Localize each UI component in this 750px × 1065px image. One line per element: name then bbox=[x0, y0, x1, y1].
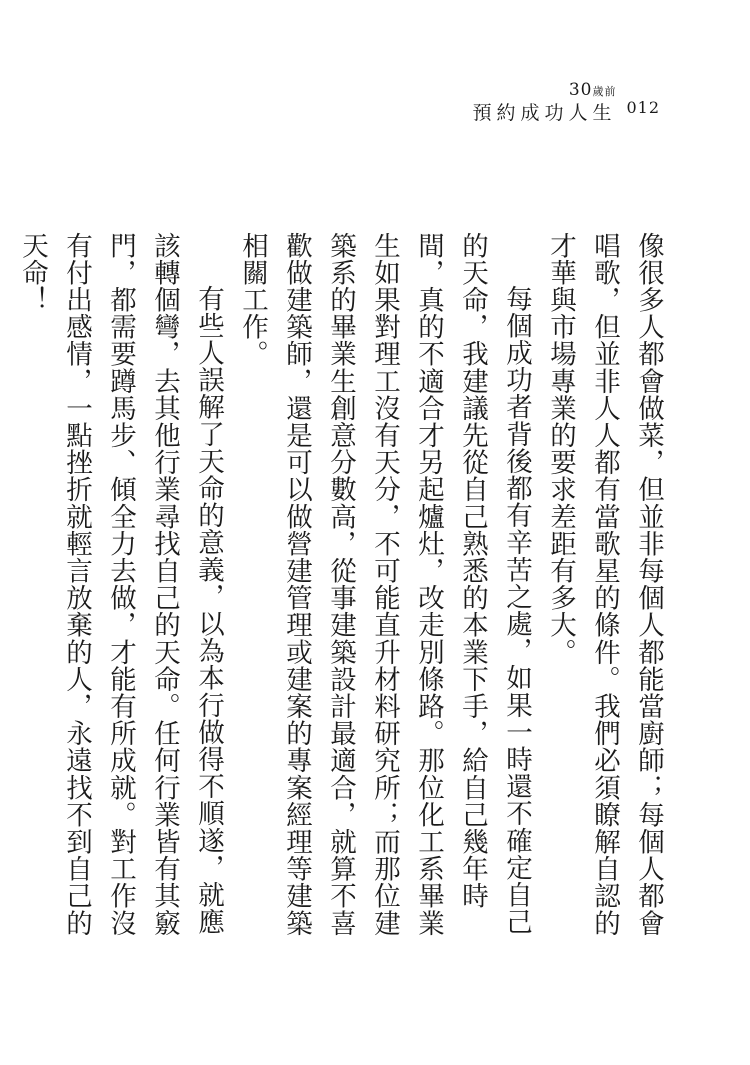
paragraph-3: 有些人誤解了天命的意義，以為本行做得不順遂，就應該轉個彎，去其他行業尋找自己的天命。任何行業皆有其竅門，都需要蹲馬步、傾全力去做，才能有所成就。對工作沒有付出感情，一點挫折就輕言放棄的人，永遠找不到自己的天命！ bbox=[17, 232, 224, 937]
age-number: 30 bbox=[568, 80, 593, 100]
book-title-prefix bbox=[472, 82, 616, 100]
page-number: 012 bbox=[626, 98, 660, 117]
paragraph-1: 像很多人都會做菜，但並非每個人都能當廚師；每個人都會唱歌，但並非人人都有當歌星的條件。我們必須瞭解自認的才華與市場專業的要求差距有多大。 bbox=[545, 232, 664, 937]
book-title bbox=[472, 82, 616, 126]
age-suffix: 歲前 bbox=[592, 85, 617, 98]
running-header bbox=[472, 82, 660, 126]
vertical-text-body bbox=[17, 232, 670, 952]
book-title-main: 預約成功人生 bbox=[472, 102, 617, 124]
paragraph-2: 每個成功者背後都有辛苦之處，如果一時還不確定自己的天命，我建議先從自己熟悉的本業下手，給自己幾年時間，真的不適合才另起爐灶，改走別條路。那位化工系畢業生如果對理工沒有天分，不可能直升材料研究所；而那位建築系的畢業生創意分數高，從事建築設計最適合，就算不喜歡做建築師，還是可以做營建管理或建案的專案經理等建築相關工作。 bbox=[237, 232, 532, 937]
